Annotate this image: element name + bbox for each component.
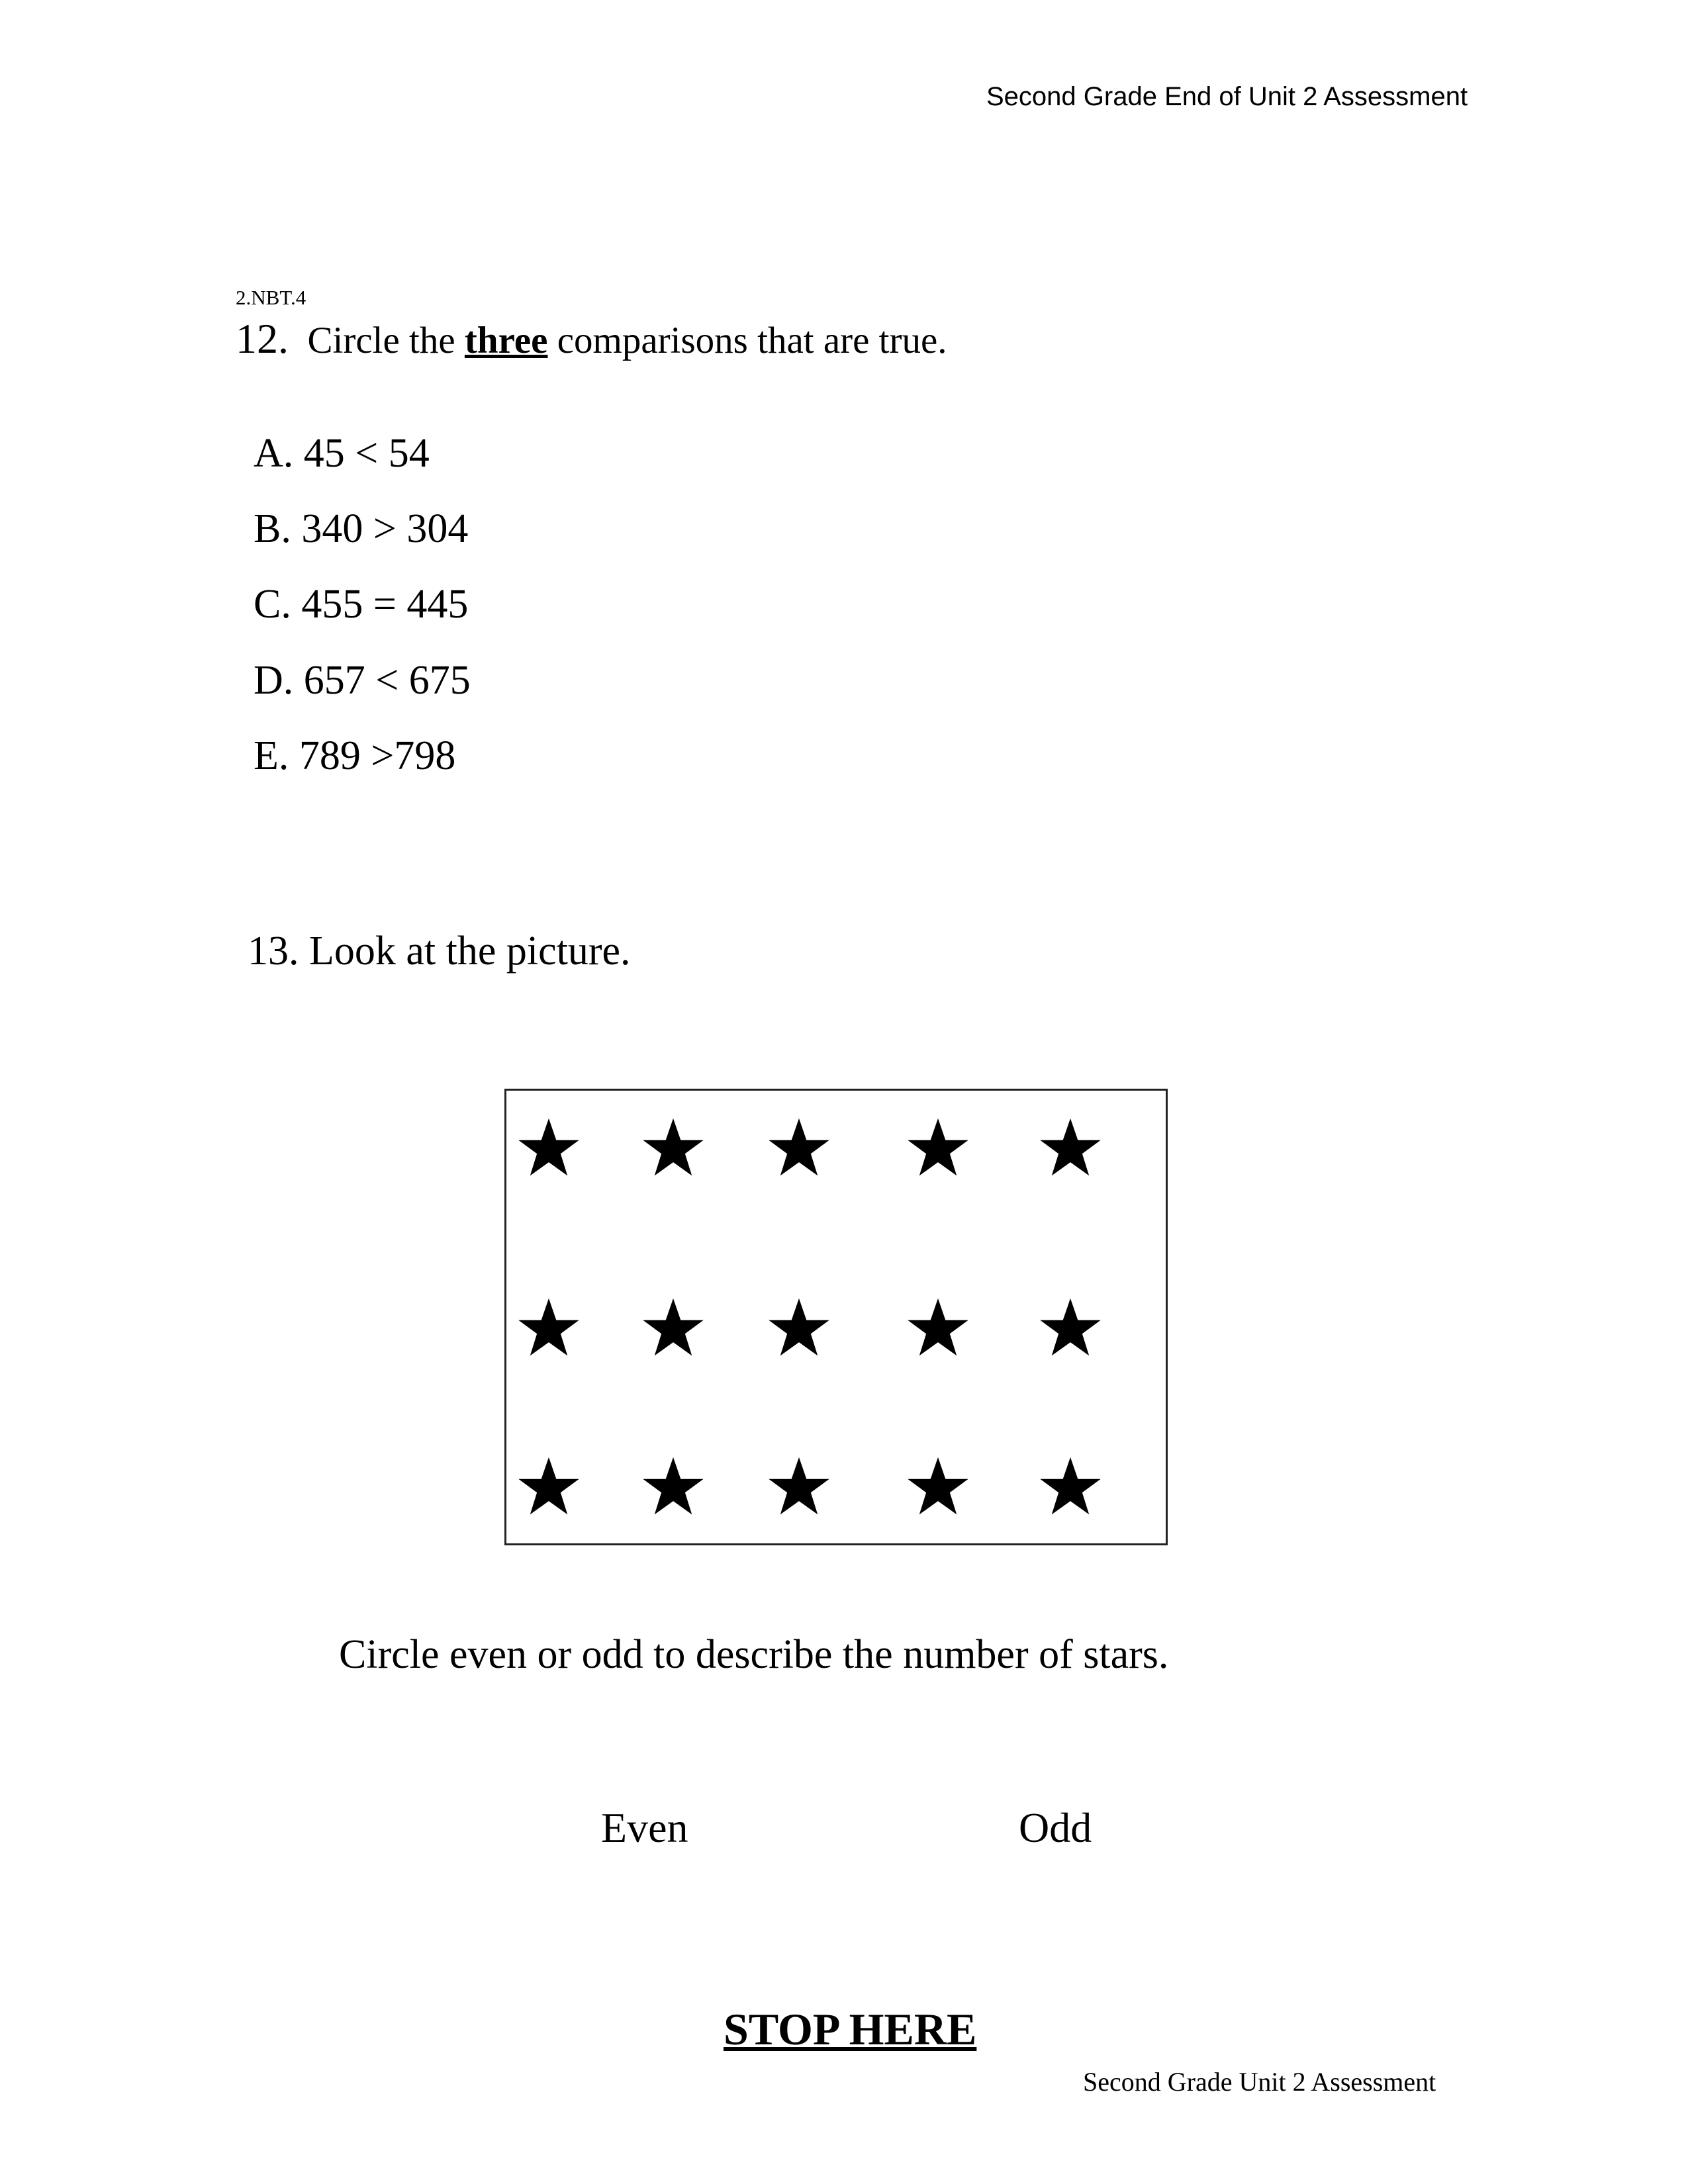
prompt-text: comparisons that are true. [547,320,947,361]
choice-e[interactable]: E. 789 >798 [254,733,456,778]
page-footer: Second Grade Unit 2 Assessment [1083,2067,1436,2097]
star-picture [504,1089,1168,1545]
star-icon [641,1117,705,1181]
star-icon [1039,1297,1102,1361]
choice-b[interactable]: B. 340 > 304 [254,506,469,551]
prompt-text: Circle the [307,320,465,361]
star-icon [517,1117,581,1181]
standard-code: 2.NBT.4 [236,286,306,309]
choice-a[interactable]: A. 45 < 54 [254,431,430,476]
star-icon [767,1456,831,1520]
star-icon [767,1117,831,1181]
star-icon [641,1297,705,1361]
star-icon [906,1456,970,1520]
question-13-prompt: 13. Look at the picture. [248,929,631,974]
choice-c[interactable]: C. 455 = 445 [254,582,469,627]
star-icon [906,1117,970,1181]
question-number: 12. [236,315,289,362]
star-icon [906,1297,970,1361]
question-12-prompt [236,314,947,363]
page-header: Second Grade End of Unit 2 Assessment [986,82,1468,111]
option-even[interactable]: Even [601,1804,688,1851]
star-icon [517,1297,581,1361]
star-icon [767,1297,831,1361]
question-13-instruction: Circle even or odd to describe the number of stars. [339,1632,1169,1677]
star-icon [1039,1456,1102,1520]
prompt-emphasis: three [464,320,548,361]
option-odd[interactable]: Odd [1019,1804,1092,1851]
star-icon [641,1456,705,1520]
star-icon [517,1456,581,1520]
star-icon [1039,1117,1102,1181]
stop-here-label: STOP HERE [724,2004,977,2054]
choice-d[interactable]: D. 657 < 675 [254,658,471,703]
